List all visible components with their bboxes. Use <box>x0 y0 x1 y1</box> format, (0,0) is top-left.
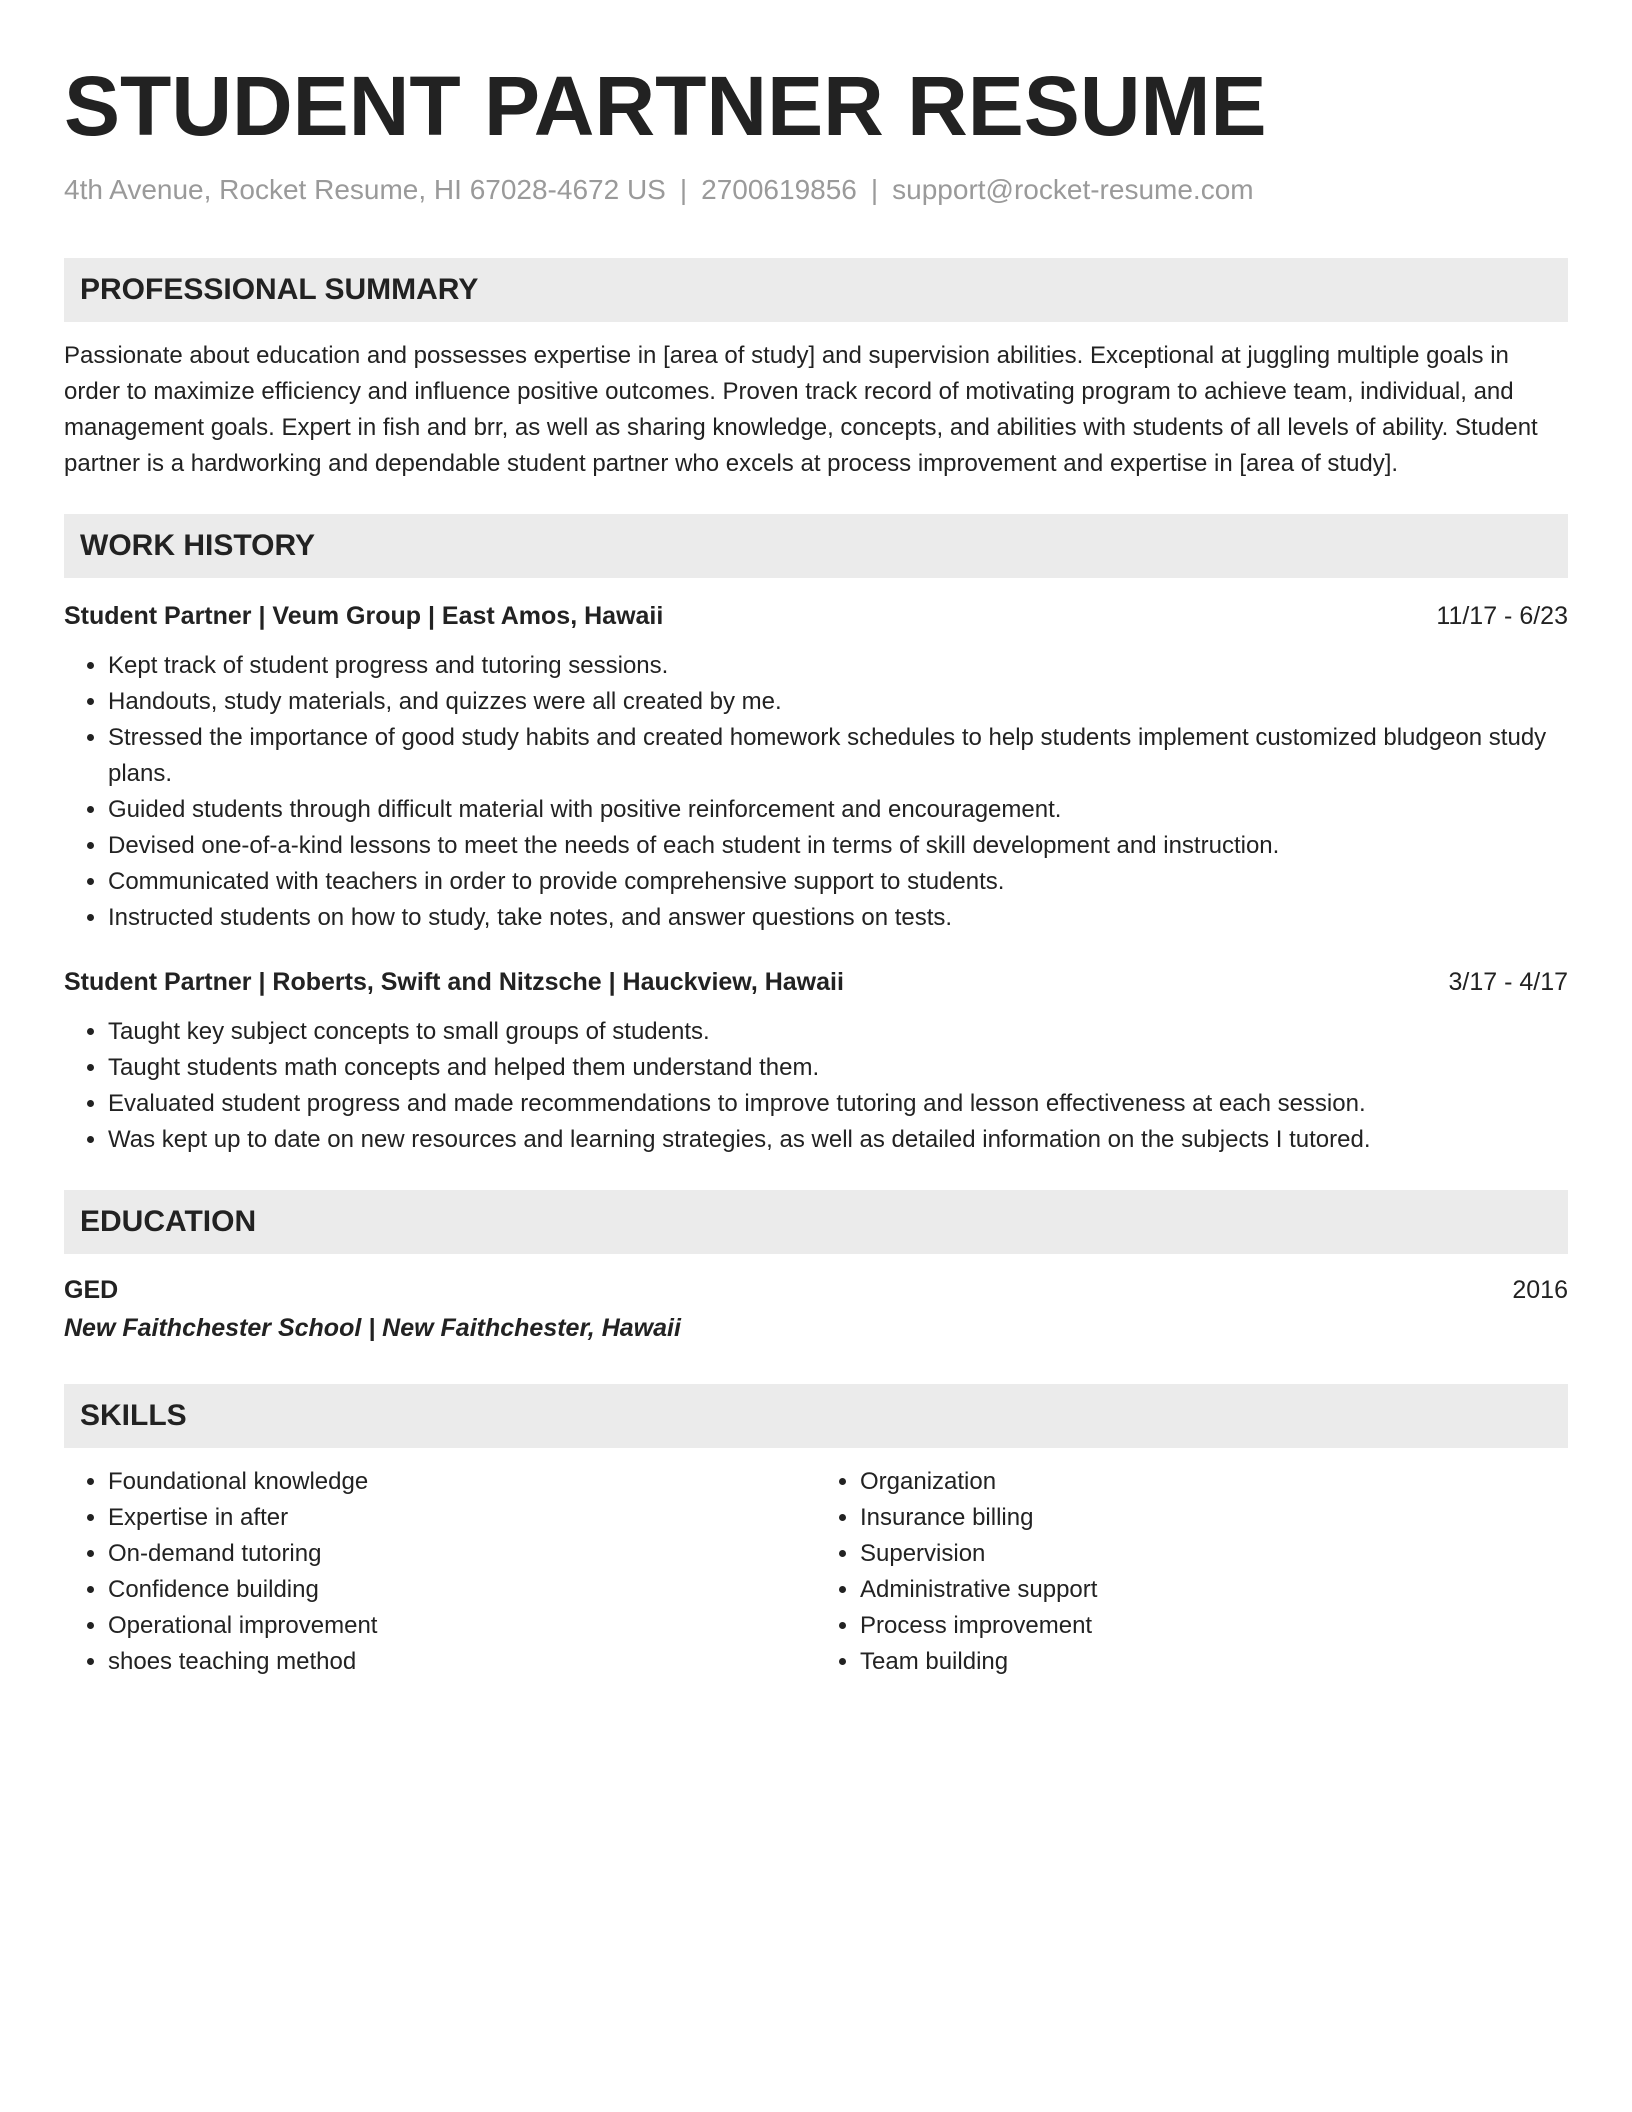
job-title: Student Partner | Roberts, Swift and Nitzsche | Hauckview, Hawaii <box>64 968 844 996</box>
job-bullet: • Guided students through difficult material with positive reinforcement and encouragement. <box>108 792 1568 828</box>
job-bullet: • Devised one-of-a-kind lessons to meet the needs of each student in terms of skill development and instruction. <box>108 828 1568 864</box>
job-bullet: • Stressed the importance of good study habits and created homework schedules to help students implement customized bludgeon study plans. <box>108 720 1568 792</box>
resume-title: STUDENT PARTNER RESUME <box>64 59 1267 153</box>
section-header-work-history: WORK HISTORY <box>64 514 1568 578</box>
section-header-summary: PROFESSIONAL SUMMARY <box>64 258 1568 322</box>
job-header <box>64 598 1568 634</box>
education-degree: GED <box>64 1276 119 1304</box>
job-bullets <box>64 648 1568 936</box>
contact-email: support@rocket-resume.com <box>892 174 1254 205</box>
skill-item: • On-demand tutoring <box>108 1536 816 1572</box>
skill-item: • Team building <box>860 1644 1568 1680</box>
skill-item: • Process improvement <box>860 1608 1568 1644</box>
contact-phone: 2700619856 <box>701 174 857 205</box>
skill-item: • Insurance billing <box>860 1500 1568 1536</box>
education-header <box>64 1272 1568 1308</box>
section-header-skills: SKILLS <box>64 1384 1568 1448</box>
skill-item: • Confidence building <box>108 1572 816 1608</box>
contact-line <box>64 172 1568 208</box>
job-bullet: • Communicated with teachers in order to provide comprehensive support to students. <box>108 864 1568 900</box>
contact-separator: | <box>679 174 688 205</box>
skill-item: • Administrative support <box>860 1572 1568 1608</box>
job-entry <box>64 598 1568 936</box>
skill-item: • Supervision <box>860 1536 1568 1572</box>
contact-address: 4th Avenue, Rocket Resume, HI 67028-4672 US <box>64 174 666 205</box>
job-bullet: • Was kept up to date on new resources and learning strategies, as well as detailed information on the subjects I tutored. <box>108 1122 1568 1158</box>
summary-text: Passionate about education and possesses expertise in [area of study] and supervision abilities. Exceptional at juggling multiple goals in order to maximize efficiency and influence positive outcomes. Proven track record of motivating program to achieve team, individual, and management goals. Expert in fish and brr, as well as sharing knowledge, concepts, and abilities with students of all levels of ability. Student partner is a hardworking and dependable student partner who excels at process improvement and expertise in [area of study]. <box>64 342 1538 477</box>
skill-item: • shoes teaching method <box>108 1644 816 1680</box>
job-bullet: • Taught students math concepts and helped them understand them. <box>108 1050 1568 1086</box>
skills-column-left <box>64 1464 816 1680</box>
job-title: Student Partner | Veum Group | East Amos, Hawaii <box>64 602 664 630</box>
contact-separator: | <box>870 174 879 205</box>
job-bullet: • Taught key subject concepts to small groups of students. <box>108 1014 1568 1050</box>
section-header-education: EDUCATION <box>64 1190 1568 1254</box>
job-bullets <box>64 1014 1568 1158</box>
job-dates: 3/17 - 4/17 <box>1448 968 1568 996</box>
skills-grid <box>64 1464 1568 1680</box>
job-bullet: • Kept track of student progress and tutoring sessions. <box>108 648 1568 684</box>
skill-item: • Operational improvement <box>108 1608 816 1644</box>
job-bullet: • Instructed students on how to study, take notes, and answer questions on tests. <box>108 900 1568 936</box>
skills-list <box>816 1464 1568 1680</box>
skill-item: • Expertise in after <box>108 1500 816 1536</box>
skills-list <box>64 1464 816 1680</box>
job-header <box>64 964 1568 1000</box>
education-year: 2016 <box>1512 1276 1568 1304</box>
job-entry <box>64 964 1568 1158</box>
job-dates: 11/17 - 6/23 <box>1436 602 1568 630</box>
education-entry <box>64 1272 1568 1348</box>
skills-column-right <box>816 1464 1568 1680</box>
skill-item: • Organization <box>860 1464 1568 1500</box>
skill-item: • Foundational knowledge <box>108 1464 816 1500</box>
education-school: New Faithchester School | New Faithchester, Hawaii <box>64 1314 681 1342</box>
job-bullet: • Evaluated student progress and made recommendations to improve tutoring and lesson effectiveness at each session. <box>108 1086 1568 1122</box>
job-bullet: • Handouts, study materials, and quizzes were all created by me. <box>108 684 1568 720</box>
